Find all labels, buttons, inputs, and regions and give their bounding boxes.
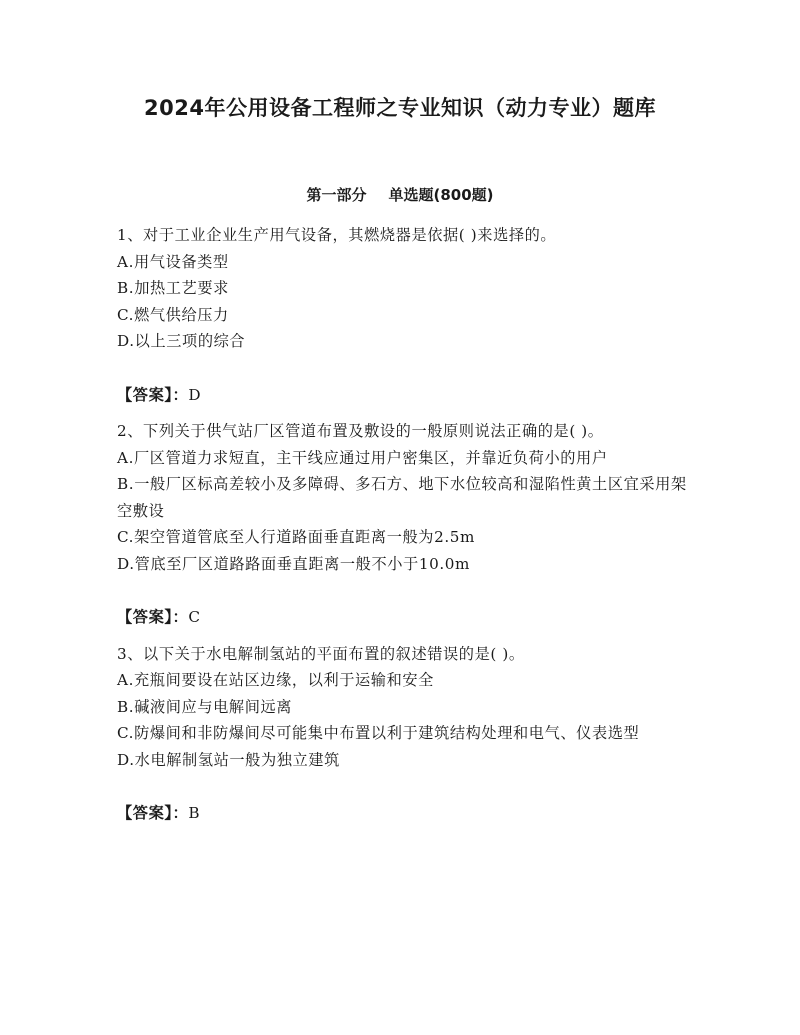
question-option: A.充瓶间要设在站区边缘，以利于运输和安全 [117, 671, 434, 689]
answer-value: B [188, 804, 201, 822]
question-stem: 2、下列关于供气站厂区管道布置及敷设的一般原则说法正确的是( )。 [117, 422, 604, 440]
question-option: D.水电解制氢站一般为独立建筑 [117, 750, 340, 769]
answer-label: 【答案】： [117, 608, 189, 626]
answer-value: D [188, 385, 202, 404]
answer-value: C [188, 608, 201, 626]
question-option: D.以上三项的综合 [117, 332, 246, 350]
section-heading-text: 单选题(800题) [388, 186, 494, 204]
answer-line [117, 604, 687, 631]
question-option: B.加热工艺要求 [117, 279, 229, 297]
answer-line [117, 382, 687, 409]
question-stem: 3、以下关于水电解制氢站的平面布置的叙述错误的是( )。 [117, 644, 525, 663]
section-part: 第一部分 [306, 186, 367, 204]
question-stem: 1、对于工业企业生产用气设备，其燃烧器是依据( )来选择的。 [117, 226, 557, 244]
section-heading [0, 183, 800, 207]
answer-label: 【答案】： [117, 804, 189, 822]
question-option: B.碱液间应与电解间远离 [117, 697, 293, 716]
question-option: C.架空管道管底至人行道路面垂直距离一般为2.5m [117, 528, 476, 546]
question-option: C.燃气供给压力 [117, 305, 229, 324]
answer-line [117, 800, 687, 827]
question-option: A.厂区管道力求短直，主干线应通过用户密集区，并靠近负荷小的用户 [117, 448, 608, 467]
question-option: A.用气设备类型 [117, 252, 229, 271]
question-option: D.管底至厂区道路路面垂直距离一般不小于10.0m [117, 554, 471, 573]
question-3 [117, 641, 687, 827]
question-list [117, 222, 687, 837]
question-option: C.防爆间和非防爆间尽可能集中布置以利于建筑结构处理和电气、仪表选型 [117, 724, 640, 742]
answer-label: 【答案】： [117, 385, 189, 404]
document-title: 2024年公用设备工程师之专业知识（动力专业）题库 [144, 96, 656, 120]
question-2 [117, 418, 687, 631]
question-1 [117, 222, 687, 408]
question-option: B.一般厂区标高差较小及多障碍、多石方、地下水位较高和湿陷性黄土区宜采用架空敷设 [117, 475, 687, 520]
